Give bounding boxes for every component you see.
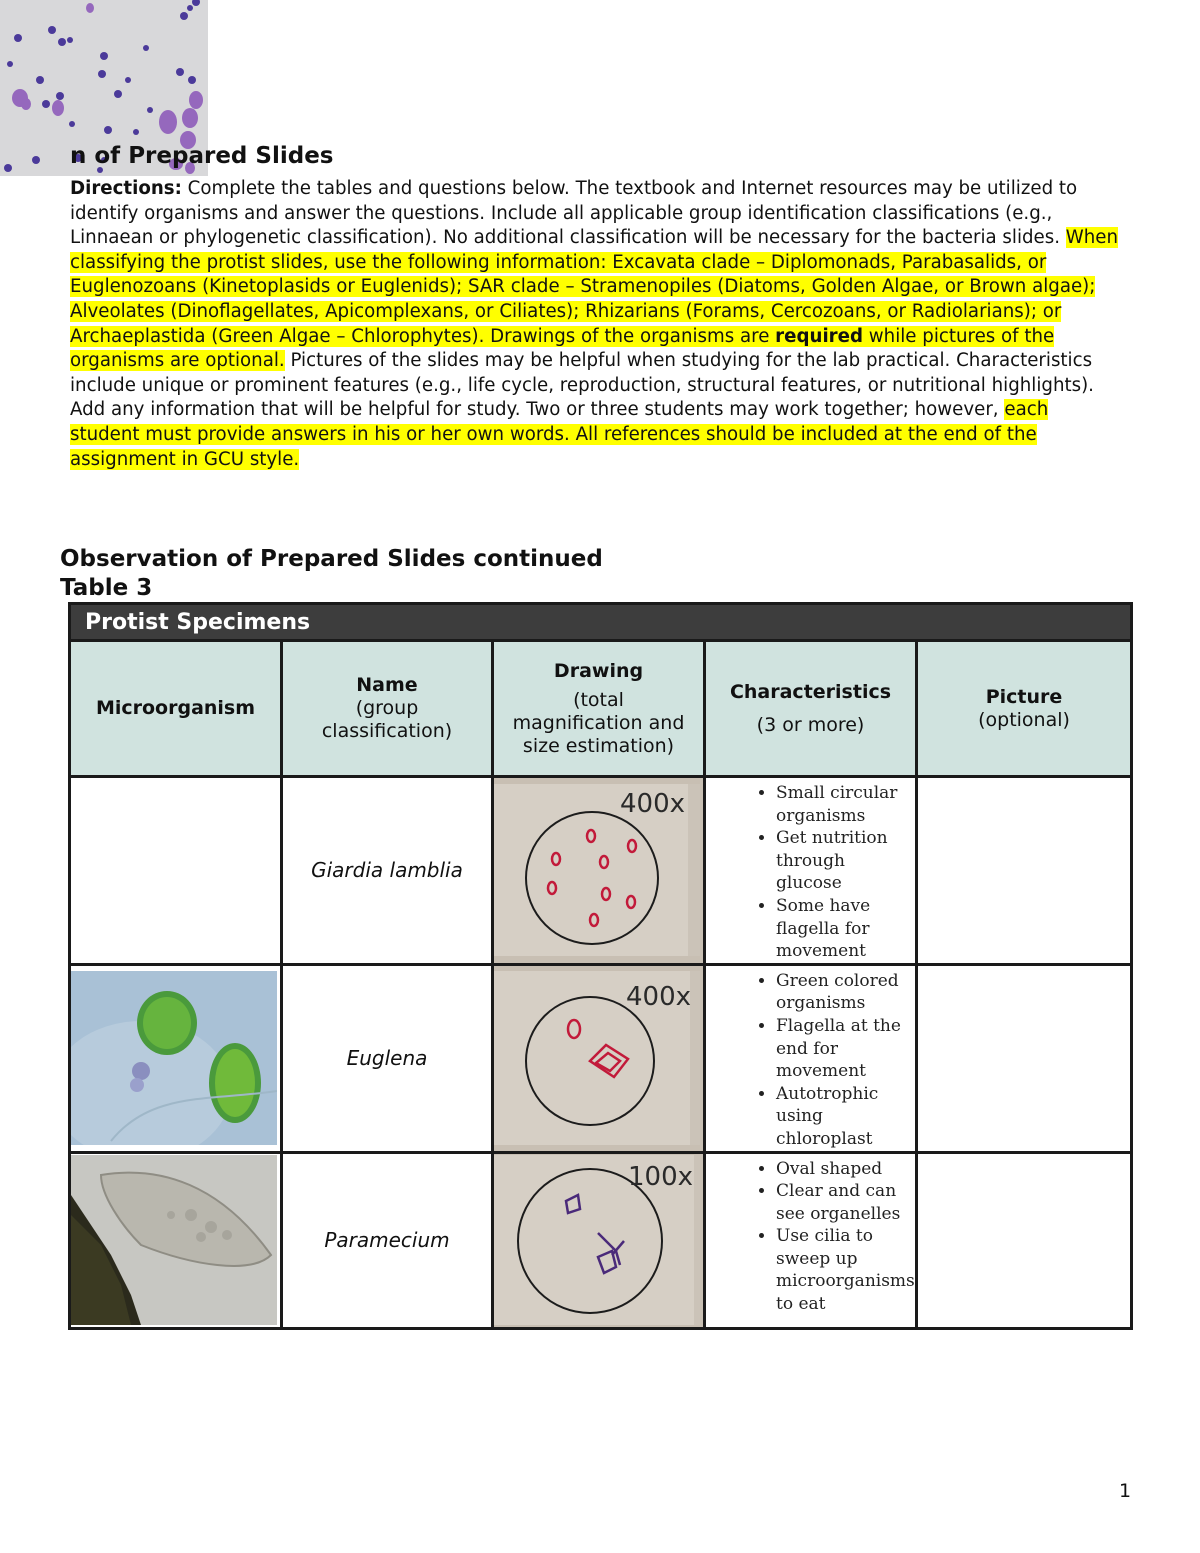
- directions-paragraph: [70, 177, 1120, 472]
- table-label: Table 3: [60, 575, 153, 601]
- drawing-cell: [493, 777, 705, 965]
- magnification-label: 400x: [626, 982, 692, 1013]
- directions-highlight: each student must provide answers in his or her own words. All references should be included at the end of the assignment in GCU style.: [70, 399, 1049, 470]
- header-drawing-label: Drawing: [553, 659, 644, 682]
- header-drawing-sub: (total magnification and size estimation): [512, 688, 685, 757]
- magnification-label: 400x: [620, 789, 686, 820]
- header-characteristics: [705, 641, 917, 777]
- drawing-cell: [493, 964, 705, 1152]
- directions-highlight-bold: required: [775, 325, 864, 347]
- header-microorganism: [70, 641, 282, 777]
- directions-label: Directions:: [70, 178, 182, 199]
- header-name-sub: (group classification): [321, 697, 453, 742]
- list-item: • Autotrophic using chloroplast: [776, 1083, 915, 1151]
- directions-highlight: When classifying the protist slides, use the following information: Excavata clade – Diplomonads, Parabasalids, or Euglenozoans (Kinetoplasids or Euglenids); SAR clade – Stramenopiles (Diatoms, Golden Algae, or Brown algae); Alveolates (Dinoflagellates, Apicomplexans, or Ciliates); Rhizarians (Forams, Cercozoans, or Radiolarians); or Archaeplastida (Green Algae – Chlorophytes). Drawings of the organisms are: [70, 227, 1119, 347]
- protist-table: [68, 602, 1133, 1330]
- drawing-cell: [493, 1152, 705, 1328]
- characteristics-cell: [705, 1152, 917, 1328]
- header-picture: [917, 641, 1132, 777]
- header-name: [282, 641, 493, 777]
- directions-text: Pictures of the slides may be helpful when studying for the lab practical. Characteristics include unique or prominent features (e.g., life cycle, reproduction, structural features, or nutritional highlights). Add any information that will be helpful for study. Two or three students may work together; however,: [70, 350, 1094, 421]
- page-number: 1: [1119, 1480, 1132, 1502]
- page-title: n of Prepared Slides: [70, 143, 334, 169]
- characteristics-cell: [705, 777, 917, 965]
- picture-cell: [917, 1152, 1132, 1328]
- directions-highlight: while pictures of the organisms are optional.: [70, 325, 1055, 372]
- picture-cell: [917, 777, 1132, 965]
- header-characteristics-label: Characteristics: [729, 680, 892, 703]
- picture-cell: [917, 964, 1132, 1152]
- directions-text: Complete the tables and questions below. The textbook and Internet resources may be utilized to identify organisms and answer the questions. Include all applicable group identification classifications (e.g., Linnaean or phylogenetic classification). No additional classification will be necessary for the bacteria slides.: [70, 178, 1078, 249]
- list-item: • Clear and can see organelles: [776, 1180, 915, 1225]
- table-row: [70, 964, 1132, 1152]
- list-item: • Some have flagella for movement: [776, 895, 915, 963]
- microorganism-cell: [70, 1152, 282, 1328]
- header-picture-label: Picture: [985, 685, 1063, 708]
- euglena-photo: [71, 971, 277, 1145]
- microorganism-cell: [70, 964, 282, 1152]
- table-row: [70, 1152, 1132, 1328]
- magnification-label: 100x: [628, 1162, 694, 1192]
- header-characteristics-sub: (3 or more): [756, 713, 865, 736]
- section-heading: Observation of Prepared Slides continued: [60, 546, 603, 572]
- list-item: • Small circular organisms: [776, 782, 915, 827]
- characteristics-cell: [705, 964, 917, 1152]
- list-item: • Flagella at the end for movement: [776, 1015, 915, 1083]
- list-item: • Use cilia to sweep up microorganisms to eat: [776, 1225, 915, 1315]
- table-row: [70, 777, 1132, 965]
- microorganism-cell: [70, 777, 282, 965]
- organism-name: Paramecium: [282, 1152, 493, 1328]
- characteristics-list: [706, 782, 915, 963]
- header-microorganism-label: Microorganism: [95, 697, 256, 719]
- list-item: • Green colored organisms: [776, 970, 915, 1015]
- header-name-label: Name: [356, 674, 418, 696]
- drawing-image: [494, 1155, 700, 1325]
- header-drawing: [493, 641, 705, 777]
- drawing-image: [494, 971, 700, 1145]
- organism-name: Euglena: [282, 964, 493, 1152]
- header-picture-sub: (optional): [978, 708, 1070, 731]
- list-item: • Get nutrition through glucose: [776, 827, 915, 895]
- organism-name: Giardia lamblia: [282, 777, 493, 965]
- list-item: • Oval shaped: [776, 1158, 915, 1181]
- paramecium-photo: [71, 1155, 277, 1325]
- characteristics-list: [706, 970, 915, 1151]
- drawing-image: [494, 784, 700, 956]
- characteristics-list: [706, 1158, 915, 1316]
- table-title: Protist Specimens: [70, 604, 1132, 641]
